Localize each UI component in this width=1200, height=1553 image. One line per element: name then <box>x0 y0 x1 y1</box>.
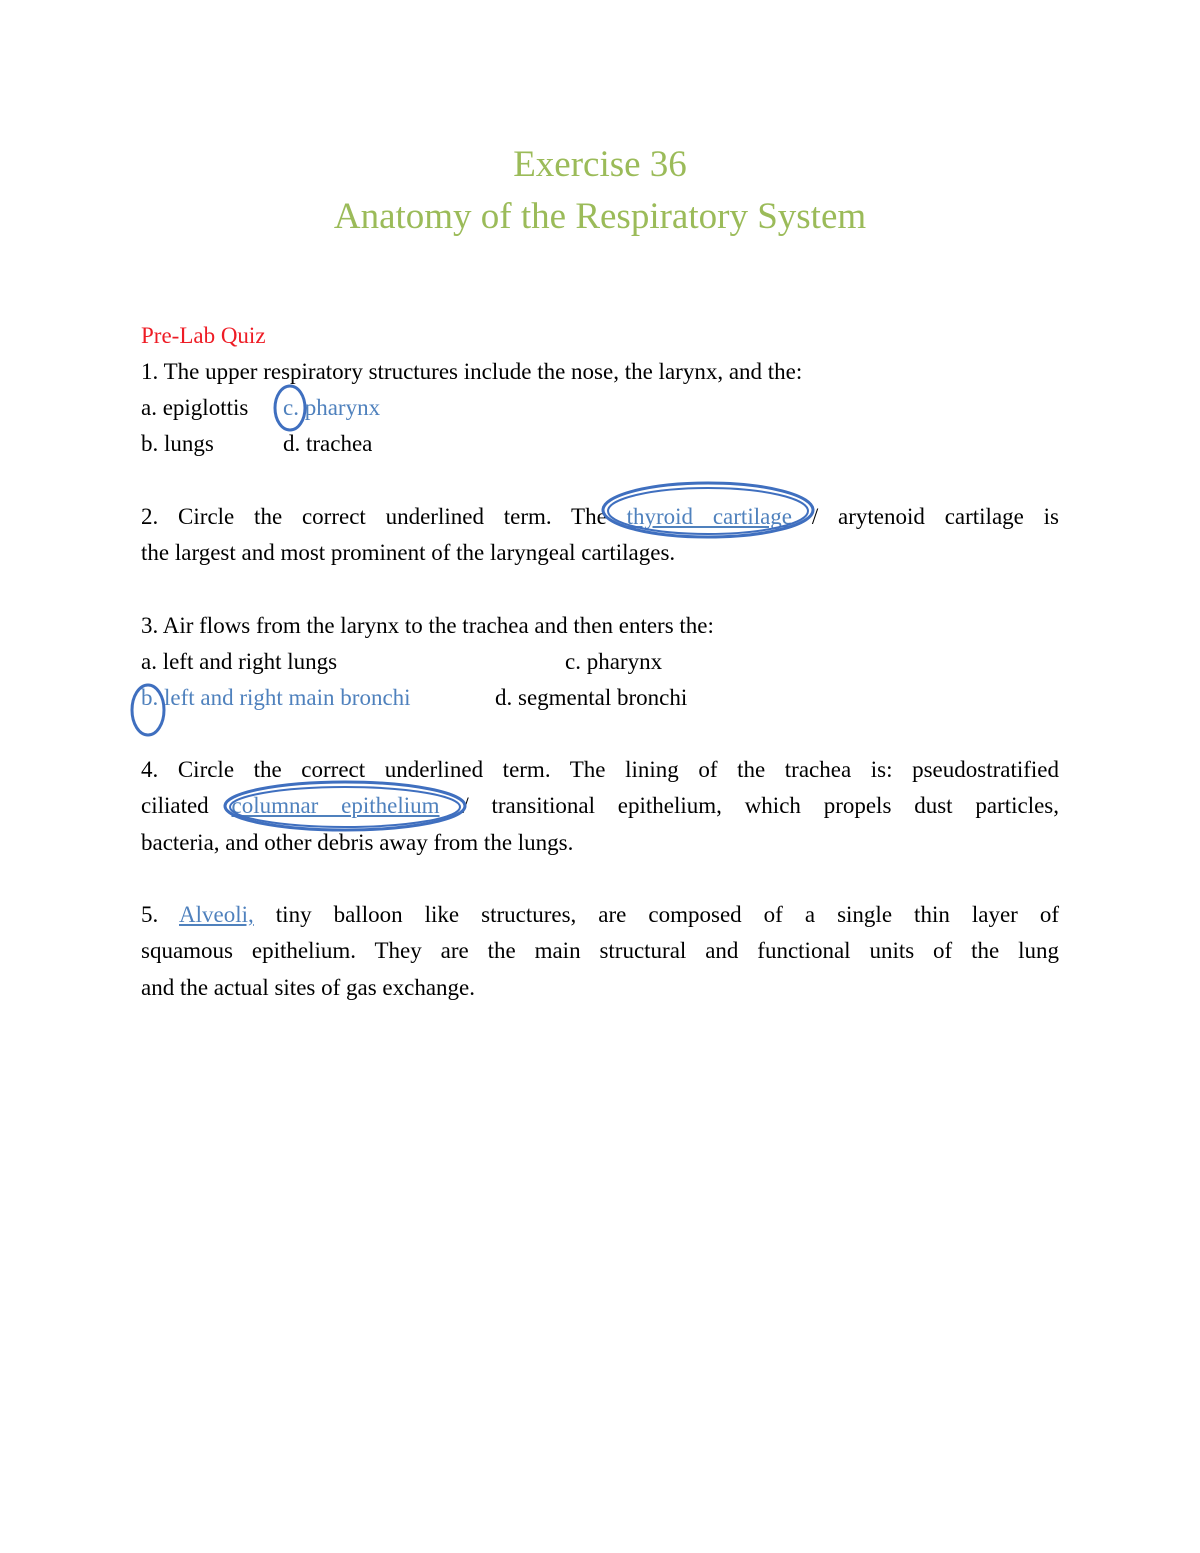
q5-rest: tiny balloon like structures, are composed of a single thin layer of <box>275 902 1060 927</box>
q1-stem: 1. The upper respiratory structures include the nose, the larynx, and the: <box>141 359 803 384</box>
q3-option-c: c. pharynx <box>565 649 663 674</box>
q2-line1 <box>141 499 1059 535</box>
q4-line3: bacteria, and other debris away from the lungs. <box>141 830 574 855</box>
exercise-title: Exercise 36 <box>513 144 687 185</box>
q4-post: / transitional epithelium, which propels dust particles, <box>462 793 1059 818</box>
quiz-heading: Pre-Lab Quiz <box>141 323 266 348</box>
q4-line1: 4. Circle the correct underlined term. The lining of the trachea is: pseudostratified <box>141 757 1059 782</box>
q3-option-b: b. left and right main bronchi <box>141 685 411 710</box>
q5-number: 5. <box>141 902 159 927</box>
q4-pre: ciliated <box>141 793 209 818</box>
q4-line2 <box>141 788 1059 824</box>
q4-answer: columnar epithelium <box>231 793 440 818</box>
q2-pre: 2. Circle the correct underlined term. The <box>141 504 607 529</box>
q3-stem: 3. Air flows from the larynx to the trachea and then enters the: <box>141 613 714 638</box>
q2-post: / arytenoid cartilage is <box>811 504 1060 529</box>
q1-option-d: d. trachea <box>283 431 373 456</box>
q5-line1 <box>141 897 1059 933</box>
q1-option-c: c. pharynx <box>283 395 381 420</box>
q5-line2: squamous epithelium. They are the main structural and functional units of the lung <box>141 938 1059 963</box>
q3-option-d: d. segmental bronchi <box>495 685 688 710</box>
q3-option-a: a. left and right lungs <box>141 649 338 674</box>
q5-line3: and the actual sites of gas exchange. <box>141 975 476 1000</box>
q1-option-b: b. lungs <box>141 431 214 456</box>
q2-line2: the largest and most prominent of the laryngeal cartilages. <box>141 540 676 565</box>
q5-answer: Alveoli, <box>179 902 254 927</box>
q1-option-a: a. epiglottis <box>141 395 249 420</box>
q2-answer: thyroid cartilage <box>626 504 793 529</box>
page-subtitle: Anatomy of the Respiratory System <box>333 196 867 237</box>
